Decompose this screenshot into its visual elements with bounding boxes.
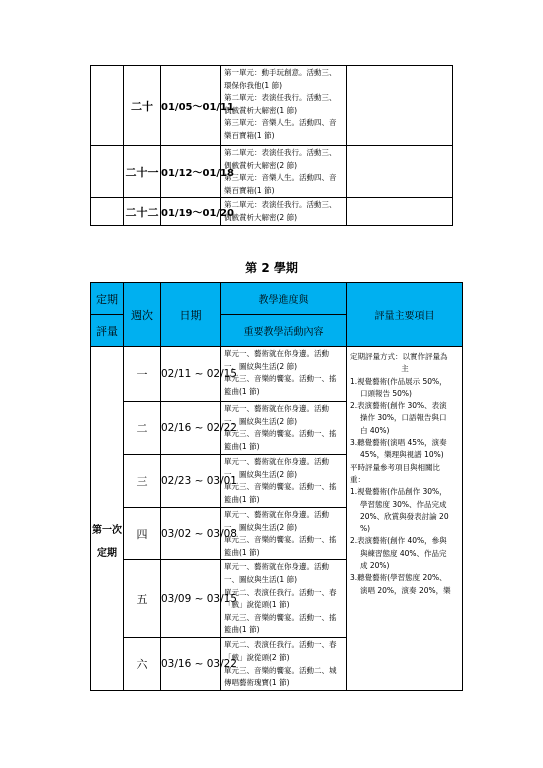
content-line: 偶戲賞析大解密(2 節) (224, 212, 298, 222)
header-content-bottom: 重要教學活動內容 (221, 315, 347, 347)
date-cell: 03/09 ~ 03/15 (161, 560, 221, 638)
date-cell: 02/23 ~ 03/01 (161, 455, 221, 508)
header-period-top: 定期 (91, 283, 124, 315)
period-cell (91, 146, 124, 198)
content-line: 單元三、音樂的饗宴。活動二、城 (224, 665, 337, 675)
content-line: 籃曲(1 節) (224, 441, 260, 451)
first-semester-table-continued (90, 65, 453, 226)
content-line: 「戲」說從頭(2 節) (224, 652, 290, 662)
content-line: 單元三、音樂的饗宴。活動一、搖 (224, 535, 337, 545)
eval-cell (347, 66, 453, 146)
content-line: 傳唱藝術瑰寶(1 節) (224, 678, 290, 688)
content-cell (221, 347, 347, 402)
date-cell: 03/16 ~ 03/22 (161, 638, 221, 690)
header-week: 週次 (124, 283, 161, 347)
eval-line: 口頭報告 50%) (360, 388, 412, 398)
content-line: 籃曲(1 節) (224, 494, 260, 504)
content-cell (221, 455, 347, 508)
week-cell: 五 (124, 560, 161, 638)
eval-line: 白 40%) (360, 425, 390, 435)
header-date: 日期 (161, 283, 221, 347)
content-line: 單元三、音樂的饗宴。活動一、搖 (224, 612, 337, 622)
content-line: 籃曲(1 節) (224, 625, 260, 635)
header-row-top (91, 283, 463, 315)
content-line: 樂百寶箱(1 節) (224, 130, 275, 140)
content-cell (221, 146, 347, 198)
eval-line: 重： (350, 474, 365, 484)
semester-title: 第 2 學期 (245, 261, 298, 275)
content-line: 單元一、藝術就在你身邊。活動 (224, 457, 329, 466)
eval-line: 操作 30%，口語報告與口 (360, 413, 447, 423)
content-line: 單元二、表演任我行。活動一、春 (224, 640, 337, 650)
date-cell: 01/05～01/11 (161, 66, 221, 146)
eval-line: 2.表演藝術(創作 40%，參與 (350, 536, 447, 546)
period-label-2: 定期 (97, 548, 117, 559)
eval-line: 主 (401, 364, 409, 374)
date-cell: 02/16 ~ 02/22 (161, 402, 221, 455)
header-period-bottom: 評量 (91, 315, 124, 347)
content-cell (221, 402, 347, 455)
period-cell (91, 66, 124, 146)
content-line: 單元一、藝術就在你身邊。活動 (224, 562, 329, 572)
table-row (91, 198, 453, 226)
content-line: 「戲」說從頭(1 節) (224, 600, 290, 610)
content-line: 單元三、音樂的饗宴。活動一、搖 (224, 429, 337, 439)
content-line: 單元一、藝術就在你身邊。活動 (224, 404, 329, 413)
period-label-1: 第一次 (92, 525, 122, 536)
content-line: 第二單元：表演任我行。活動三、 (224, 148, 337, 157)
content-line: 單元一、藝術就在你身邊。活動 (224, 510, 329, 519)
week-cell: 三 (124, 455, 161, 508)
date-cell: 02/11 ~ 02/15 (161, 347, 221, 402)
eval-line: 3.聽覺藝術(演唱 45%，演奏 (350, 438, 447, 448)
eval-line: 成 20%) (360, 561, 390, 571)
content-line: 第一單元：動手玩創意。活動三、 (224, 68, 337, 77)
eval-line: 演唱 20%，演奏 20%，樂 (360, 585, 451, 595)
content-line: 籃曲(1 節) (224, 547, 260, 557)
content-line: 單元一、藝術就在你身邊。活動 (224, 349, 329, 358)
table-row (91, 347, 463, 402)
content-line: 樂百寶箱(1 節) (224, 185, 275, 195)
second-semester-table (90, 282, 463, 691)
period-cell (91, 347, 124, 691)
content-cell (221, 66, 347, 146)
eval-line: 與練習態度 40%、作品完 (360, 548, 447, 558)
week-cell: 二十二 (124, 198, 161, 226)
date-cell: 01/12～01/18 (161, 146, 221, 198)
eval-line: 20%、欣賞與發表討論 20 (360, 511, 449, 521)
content-line: 籃曲(1 節) (224, 386, 260, 396)
date-cell: 01/19～01/20 (161, 198, 221, 226)
eval-items-cell (347, 347, 463, 691)
header-eval: 評量主要項目 (347, 283, 463, 347)
eval-cell (347, 146, 453, 198)
content-line: 第三單元：音樂人生。活動四、音 (224, 118, 337, 128)
content-line: 一、圖紋與生活(1 節) (224, 574, 298, 584)
content-line: 偶戲賞析大解密(2 節) (224, 160, 298, 170)
content-cell (221, 508, 347, 560)
eval-line: 2.表演藝術(創作 30%、表演 (350, 401, 447, 411)
week-cell: 二十 (124, 66, 161, 146)
content-line: 偶戲賞析大解密(1 節) (224, 105, 298, 115)
content-cell (221, 560, 347, 638)
week-cell: 一 (124, 347, 161, 402)
eval-line: 學習態度 30%、作品完成 (360, 499, 447, 509)
content-line: 單元三、音樂的饗宴。活動一、搖 (224, 374, 337, 384)
eval-line: %) (360, 524, 371, 534)
week-cell: 六 (124, 638, 161, 690)
week-cell: 四 (124, 508, 161, 560)
content-line: 一、圖紋與生活(2 節) (224, 416, 298, 426)
eval-line: 1.視覺藝術(作品創作 30%， (350, 487, 447, 497)
date-cell: 03/02 ~ 03/08 (161, 508, 221, 560)
table-row (91, 146, 453, 198)
content-line: 第三單元：音樂人生。活動四、音 (224, 173, 337, 183)
content-line: 第二單元：表演任我行。活動三、 (224, 200, 337, 210)
eval-line: 定期評量方式：以實作評量為 (350, 352, 448, 361)
content-line: 一、圖紋與生活(2 節) (224, 522, 298, 532)
content-line: 一、圖紋與生活(2 節) (224, 361, 298, 371)
content-cell (221, 198, 347, 226)
eval-line: 1.視覺藝術(作品展示 50%， (350, 376, 447, 386)
week-cell: 二十一 (124, 146, 161, 198)
table-row (91, 66, 453, 146)
content-line: 單元三、音樂的饗宴。活動一、搖 (224, 482, 337, 492)
period-cell (91, 198, 124, 226)
eval-line: 平時評量參考項目與相關比 (350, 462, 440, 472)
content-cell (221, 638, 347, 690)
content-line: 一、圖紋與生活(2 節) (224, 469, 298, 479)
week-cell: 二 (124, 402, 161, 455)
eval-line: 45%，樂理與視譜 10%) (360, 450, 444, 460)
eval-cell (347, 198, 453, 226)
content-line: 環保你我他(1 節) (224, 80, 283, 90)
content-line: 第二單元：表演任我行。活動三、 (224, 93, 337, 103)
eval-line: 3.聽覺藝術(學習態度 20%、 (350, 573, 447, 583)
header-content-top: 教學進度與 (221, 283, 347, 315)
content-line: 單元二、表演任我行。活動一、春 (224, 587, 337, 597)
